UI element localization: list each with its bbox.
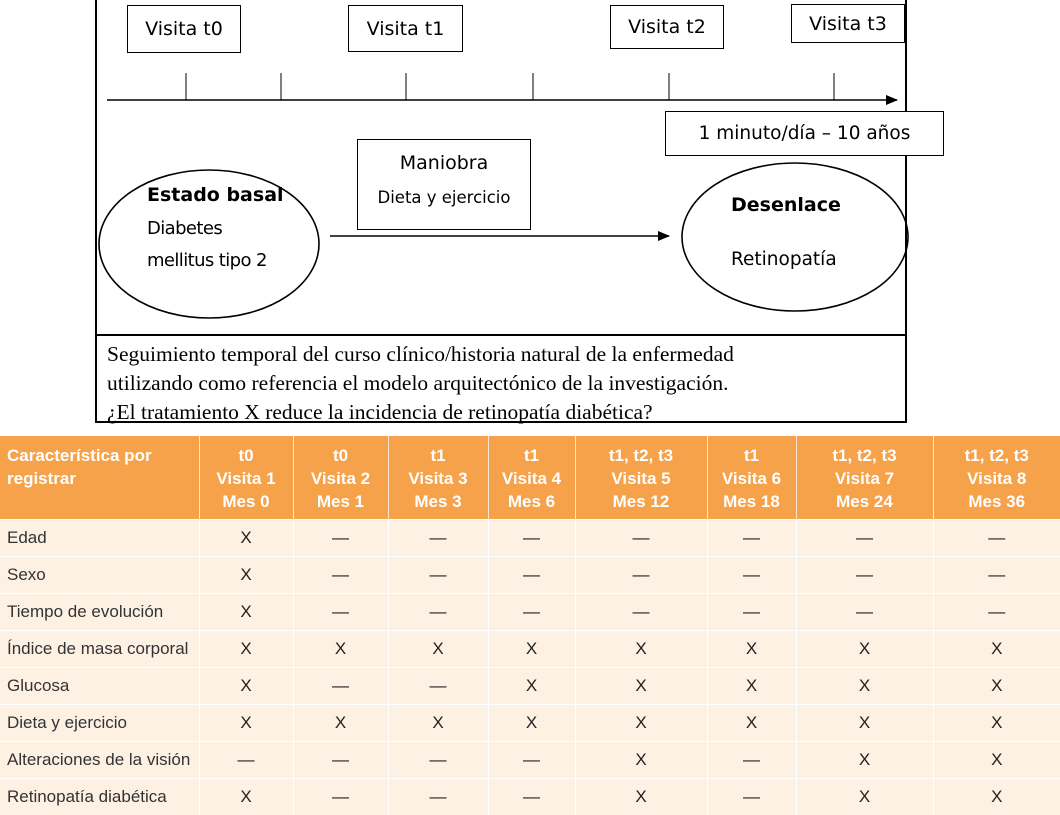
table-cell: X (488, 631, 575, 668)
visit-box-t3: Visita t3 (791, 4, 905, 43)
table-cell: — (488, 557, 575, 594)
table-row (0, 631, 1060, 668)
header-line: Mes 6 (489, 490, 575, 513)
table-cell: — (388, 668, 488, 705)
outcome-ellipse (682, 163, 908, 311)
header-line: Mes 24 (797, 490, 933, 513)
table-cell: — (488, 742, 575, 779)
table-cell: X (575, 705, 707, 742)
table-cell: — (707, 779, 796, 815)
duration-box: 1 minuto/día – 10 años (665, 111, 944, 156)
table-cell: — (488, 594, 575, 631)
table-cell: X (199, 631, 293, 668)
table-row (0, 557, 1060, 594)
table-cell: — (388, 594, 488, 631)
outcome-title: Desenlace (731, 194, 841, 216)
table-cell: X (796, 705, 933, 742)
maneuver-title: Maniobra (400, 152, 489, 174)
table-cell: — (575, 557, 707, 594)
table-cell: — (707, 742, 796, 779)
study-design-diagram (95, 0, 907, 423)
table-cell: — (933, 557, 1060, 594)
header-line: Visita 6 (708, 467, 796, 490)
table-cell: — (933, 520, 1060, 557)
table-cell: X (199, 779, 293, 815)
header-line: Mes 1 (294, 490, 388, 513)
row-label: Edad (0, 520, 199, 557)
header-line: t0 (294, 444, 388, 467)
header-line: registrar (7, 467, 199, 490)
header-line: Mes 12 (576, 490, 707, 513)
table-cell: X (796, 742, 933, 779)
diagram-caption (97, 334, 905, 421)
caption-line: ¿El tratamiento X reduce la incidencia de retinopatía diabética? (107, 398, 895, 427)
row-label: Sexo (0, 557, 199, 594)
table-cell: X (388, 631, 488, 668)
header-line: Visita 4 (489, 467, 575, 490)
table-cell: — (707, 520, 796, 557)
table-cell: X (488, 668, 575, 705)
header-line: t1, t2, t3 (797, 444, 933, 467)
header-visit-2 (293, 436, 388, 520)
table-cell: — (199, 742, 293, 779)
table-row (0, 520, 1060, 557)
table-cell: X (488, 705, 575, 742)
header-visit-6 (707, 436, 796, 520)
header-line: Visita 8 (934, 467, 1060, 490)
header-line: t1 (389, 444, 488, 467)
table-cell: X (933, 631, 1060, 668)
table-body (0, 520, 1060, 815)
table-cell: X (707, 705, 796, 742)
header-line: t1 (489, 444, 575, 467)
table-cell: X (933, 668, 1060, 705)
header-characteristic (0, 436, 199, 520)
table-cell: X (707, 668, 796, 705)
visit-box-t0: Visita t0 (127, 5, 241, 53)
table-cell: — (293, 594, 388, 631)
table-cell: X (388, 705, 488, 742)
caption-line: utilizando como referencia el modelo arquitectónico de la investigación. (107, 369, 895, 398)
maneuver-detail: Dieta y ejercicio (378, 188, 511, 207)
header-visit-5 (575, 436, 707, 520)
table-cell: X (933, 705, 1060, 742)
header-visit-4 (488, 436, 575, 520)
header-line: Visita 2 (294, 467, 388, 490)
table-cell: X (933, 779, 1060, 815)
header-line: t1, t2, t3 (576, 444, 707, 467)
table-cell: — (796, 594, 933, 631)
table-cell: — (796, 520, 933, 557)
table-row (0, 742, 1060, 779)
header-visit-3 (388, 436, 488, 520)
table-cell: X (707, 631, 796, 668)
table-cell: X (199, 557, 293, 594)
header-line: Visita 1 (200, 467, 293, 490)
header-line: Mes 18 (708, 490, 796, 513)
table-cell: X (796, 668, 933, 705)
table-cell: — (293, 779, 388, 815)
table-cell: X (199, 705, 293, 742)
table-cell: — (388, 520, 488, 557)
caption-line: Seguimiento temporal del curso clínico/historia natural de la enfermedad (107, 340, 895, 369)
baseline-line1: Diabetes (147, 218, 222, 239)
header-line: Visita 7 (797, 467, 933, 490)
header-line: t0 (200, 444, 293, 467)
table-cell: X (293, 631, 388, 668)
header-line: Característica por (7, 444, 199, 467)
row-label: Índice de masa corporal (0, 631, 199, 668)
table-cell: — (293, 520, 388, 557)
table-cell: — (488, 779, 575, 815)
table-cell: X (575, 779, 707, 815)
table-cell: X (933, 742, 1060, 779)
header-line: t1, t2, t3 (934, 444, 1060, 467)
header-line: Mes 0 (200, 490, 293, 513)
table-cell: — (293, 742, 388, 779)
table-cell: — (388, 742, 488, 779)
baseline-line2: mellitus tipo 2 (147, 250, 267, 271)
outcome-detail: Retinopatía (731, 249, 837, 270)
table-cell: X (796, 631, 933, 668)
table-header-row (0, 436, 1060, 520)
row-label: Tiempo de evolución (0, 594, 199, 631)
header-line: Visita 3 (389, 467, 488, 490)
visit-box-t2: Visita t2 (610, 5, 724, 49)
header-line: Visita 5 (576, 467, 707, 490)
row-label: Retinopatía diabética (0, 779, 199, 815)
table-cell: — (488, 520, 575, 557)
table-cell: — (388, 557, 488, 594)
table-cell: — (796, 557, 933, 594)
table-cell: X (796, 779, 933, 815)
table-cell: — (575, 594, 707, 631)
header-line: Mes 36 (934, 490, 1060, 513)
table-cell: X (575, 668, 707, 705)
table-row (0, 668, 1060, 705)
row-label: Alteraciones de la visión (0, 742, 199, 779)
baseline-title: Estado basal (147, 184, 284, 206)
table-cell: X (199, 594, 293, 631)
table-cell: X (293, 705, 388, 742)
table-cell: — (707, 594, 796, 631)
table-cell: — (575, 520, 707, 557)
table-cell: — (293, 668, 388, 705)
table-row (0, 705, 1060, 742)
table-cell: — (293, 557, 388, 594)
visit-schedule-table (0, 436, 1060, 815)
table-row (0, 594, 1060, 631)
table-cell: — (707, 557, 796, 594)
table-cell: X (199, 520, 293, 557)
visit-box-t1: Visita t1 (348, 5, 463, 52)
maneuver-box (357, 139, 531, 230)
header-visit-7 (796, 436, 933, 520)
header-line: Mes 3 (389, 490, 488, 513)
table-cell: — (388, 779, 488, 815)
header-line: t1 (708, 444, 796, 467)
table-cell: X (199, 668, 293, 705)
row-label: Dieta y ejercicio (0, 705, 199, 742)
table-cell: — (933, 594, 1060, 631)
table-cell: X (575, 631, 707, 668)
table-cell: X (575, 742, 707, 779)
header-visit-8 (933, 436, 1060, 520)
header-visit-1 (199, 436, 293, 520)
row-label: Glucosa (0, 668, 199, 705)
